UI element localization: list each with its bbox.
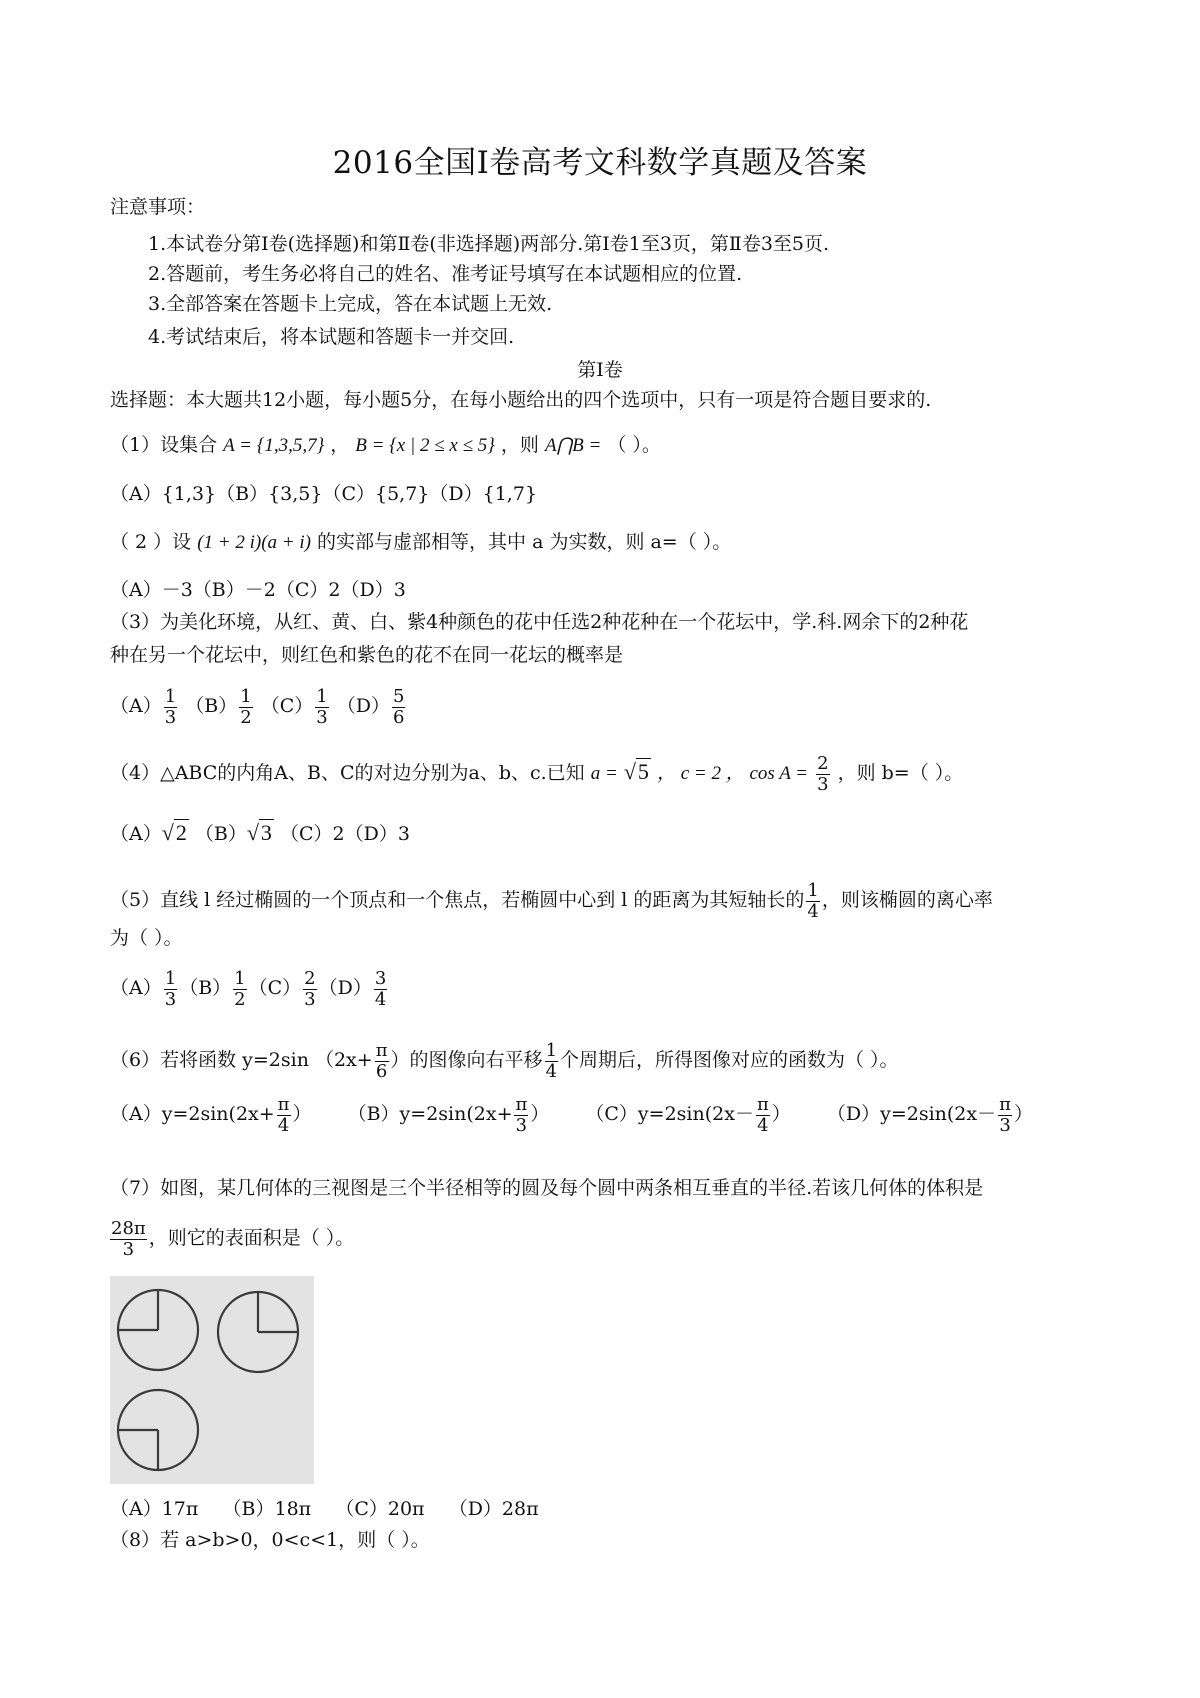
q6-option-a: （A）y=2sin(2x+ $\frac{\pi}{4}$ ） — [110, 1093, 312, 1136]
question-1 — [110, 433, 661, 458]
q7-options: （A）17π （B）18π （C）20π （D）28π — [110, 1498, 539, 1520]
q4-conditions: ， c = 2 ， cos A = — [656, 763, 809, 784]
notice-heading: 注意事项： — [110, 196, 206, 218]
question-5 — [110, 870, 993, 930]
q1-blank: （ ）。 — [607, 434, 661, 456]
q5-option-a-fraction: $\frac{1}{3}$ — [164, 967, 177, 1010]
q2-prefix: （ 2 ）设 — [110, 531, 192, 553]
q1-then: ，则 — [500, 434, 539, 456]
q4-options — [110, 818, 410, 849]
q4-option-b-sqrt: √3 — [246, 820, 272, 845]
page-title: 2016全国Ⅰ卷高考文科数学真题及答案 — [332, 145, 868, 181]
q1-set-a: A = {1,3,5,7} — [223, 435, 325, 456]
q5-option-d-label: （D） — [318, 977, 372, 999]
q5-option-c-label: （C） — [248, 977, 302, 999]
q4-sqrt-5: √5 — [623, 759, 649, 784]
q4-option-rest: （C）2（D）3 — [279, 823, 410, 845]
section-title: 第Ⅰ卷 — [577, 359, 623, 381]
q4-option-b-label: （B） — [194, 823, 247, 845]
notice-item-1: 1.本试卷分第Ⅰ卷(选择题)和第Ⅱ卷(非选择题)两部分.第Ⅰ卷1至3页，第Ⅱ卷3至5页. — [148, 233, 830, 255]
q3-line-2: 种在另一个花坛中，则红色和紫色的花不在同一花坛的概率是 — [110, 644, 624, 666]
question-2 — [110, 530, 731, 555]
q5-suffix: ，则该椭圆的离心率 — [821, 889, 993, 911]
q5-option-b-label: （B） — [179, 977, 232, 999]
q5-option-b-fraction: $\frac{1}{2}$ — [234, 967, 246, 1010]
q6-mid: ）的图像向右平移 — [390, 1049, 543, 1071]
q5-option-c-fraction: $\frac{2}{3}$ — [304, 967, 316, 1010]
question-8: （8）若 a>b>0，0<c<1，则（ ）。 — [110, 1529, 430, 1551]
q6-phase-fraction: $\frac{\pi}{6}$ — [375, 1039, 388, 1082]
q2-suffix: 的实部与虚部相等，其中 a 为实数，则 a=（ ）。 — [317, 531, 732, 553]
q7-line-2 — [108, 1212, 354, 1264]
q5-option-d-fraction: $\frac{3}{4}$ — [374, 967, 387, 1010]
q3-line-1: （3）为美化环境，从红、黄、白、紫4种颜色的花中任选2种花种在一个花坛中，学.科.网余下的2种花 — [110, 611, 969, 633]
q3-option-c-fraction: $\frac{1}{3}$ — [316, 685, 328, 728]
q6-options — [110, 1084, 1033, 1144]
question-4 — [110, 742, 963, 804]
q4-suffix: ，则 b=（ ）。 — [837, 762, 964, 784]
q3-option-b-fraction: $\frac{1}{2}$ — [240, 685, 252, 728]
q3-option-a-label: （A） — [110, 695, 162, 717]
q2-expression: (1 + 2 i)(a + i) — [197, 532, 311, 553]
q5-options — [110, 958, 389, 1018]
q6-option-c: （C）y=2sin(2x－ $\frac{\pi}{4}$ ） — [585, 1093, 791, 1136]
q3-option-d-label: （D） — [336, 695, 390, 717]
instructions: 选择题：本大题共12小题，每小题5分，在每小题给出的四个选项中，只有一项是符合题目要求的. — [110, 389, 932, 411]
three-view-figure — [110, 1276, 314, 1484]
q1-sep: ， — [330, 434, 350, 456]
notice-item-2: 2.答题前，考生务必将自己的姓名、准考证号填写在本试题相应的位置. — [148, 263, 743, 285]
question-6 — [110, 1030, 899, 1090]
q5-option-a-label: （A） — [110, 977, 162, 999]
q4-cos-fraction: $\frac{2}{3}$ — [817, 752, 829, 795]
q6-option-b: （B）y=2sin(2x+ $\frac{\pi}{3}$ ） — [347, 1093, 550, 1136]
q7-suffix: ，则它的表面积是（ ）。 — [148, 1227, 355, 1249]
q1-options: （A）{1,3}（B）{3,5}（C）{5,7}（D）{1,7} — [110, 483, 538, 505]
q4-prefix: （4）△ABC的内角A、B、C的对边分别为a、b、c.已知 — [110, 762, 585, 784]
q3-options — [110, 676, 407, 736]
q2-options: （A）－3（B）－2（C）2（D）3 — [110, 579, 406, 601]
q5-prefix: （5）直线 l 经过椭圆的一个顶点和一个焦点，若椭圆中心到 l 的距离为其短轴长的 — [110, 889, 805, 911]
q5-fraction: $\frac{1}{4}$ — [807, 879, 819, 922]
notice-item-4: 4.考试结束后，将本试题和答题卡一并交回. — [148, 326, 515, 348]
q1-prefix: （1）设集合 — [110, 434, 218, 456]
q3-option-a-fraction: $\frac{1}{3}$ — [164, 685, 177, 728]
q3-option-b-label: （B） — [185, 695, 238, 717]
q6-suffix: 个周期后，所得图像对应的函数为（ ）。 — [560, 1049, 899, 1071]
q7-line-1: （7）如图，某几何体的三视图是三个半径相等的圆及每个圆中两条相互垂直的半径.若该几何体的体积是 — [110, 1177, 984, 1199]
q6-prefix: （6）若将函数 y=2sin （2x+ — [110, 1049, 373, 1071]
q4-option-a-label: （A） — [110, 823, 162, 845]
three-view-drawing — [110, 1276, 314, 1484]
q6-period-fraction: $\frac{1}{4}$ — [545, 1039, 558, 1082]
q1-expression: A⋂B = — [544, 435, 602, 456]
notice-item-3: 3.全部答案在答题卡上完成，答在本试题上无效. — [148, 293, 553, 315]
q4-option-a-sqrt: √2 — [161, 820, 187, 845]
q7-volume-fraction: $\frac{28\pi}{3}$ — [111, 1217, 146, 1260]
q3-option-d-fraction: $\frac{5}{6}$ — [392, 685, 405, 728]
q3-option-c-label: （C） — [260, 695, 314, 717]
q5-line-2: 为（ ）。 — [110, 927, 183, 949]
q6-option-d: （D）y=2sin(2x－ $\frac{\pi}{3}$ ） — [826, 1093, 1033, 1136]
q1-set-b: B = {x | 2 ≤ x ≤ 5} — [355, 435, 495, 456]
q4-a-equals: a = — [590, 763, 618, 784]
